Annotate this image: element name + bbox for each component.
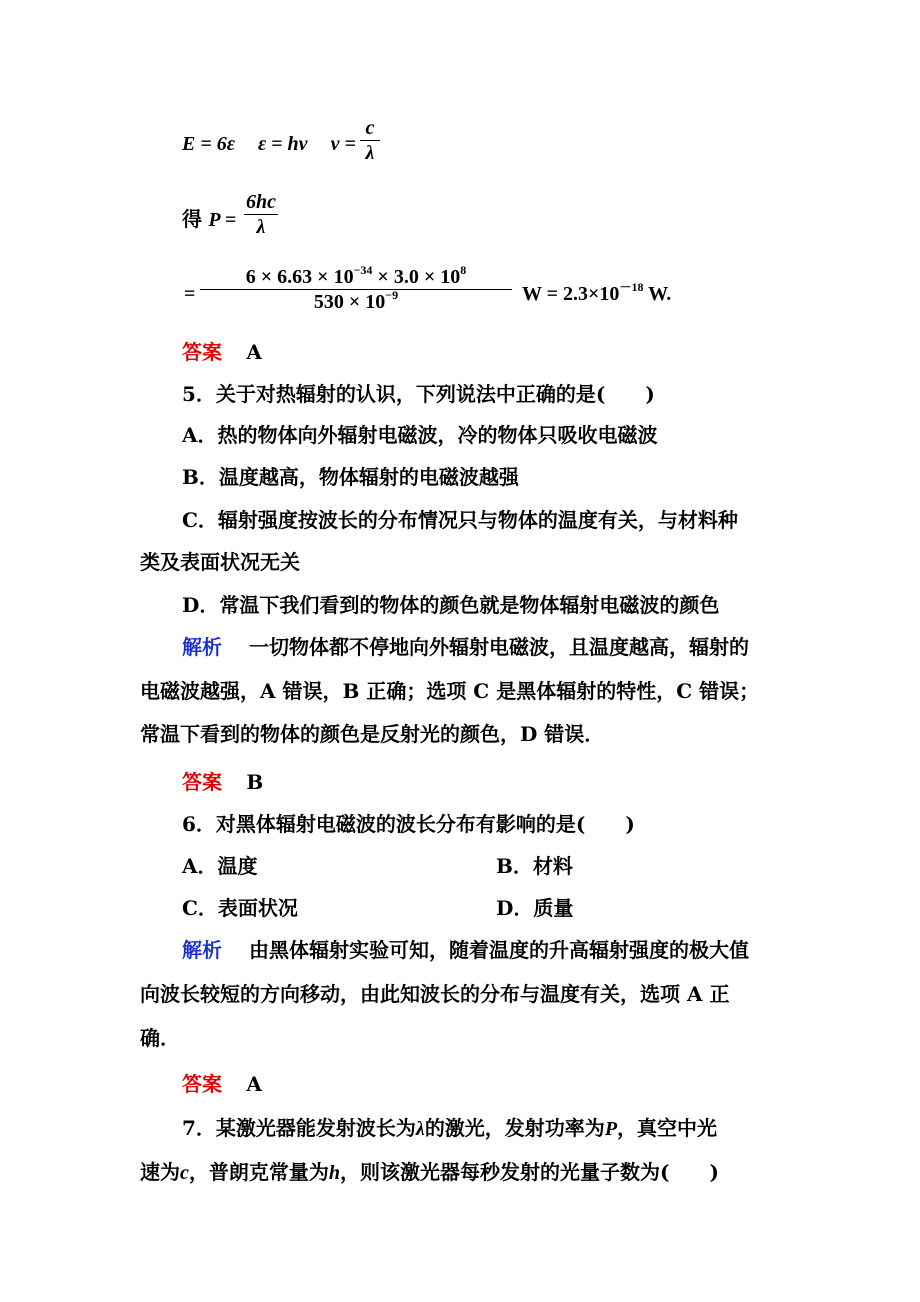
analysis-label: 解析 <box>182 938 222 962</box>
fraction-denominator: λ <box>365 142 375 164</box>
question-6-option-b: B．材料 <box>496 854 573 878</box>
answer-4 <box>182 338 262 366</box>
answer-value: A <box>246 1072 262 1096</box>
fraction-numeric <box>200 265 512 314</box>
fraction-numerator: c <box>365 117 375 139</box>
question-6-stem: 6．对黑体辐射电磁波的波长分布有影响的是( ) <box>182 812 635 836</box>
fraction-c-over-lambda <box>360 116 380 165</box>
answer-5 <box>182 768 263 796</box>
formula-result: $W = 2.3\times 10^{-18}$ W. <box>522 280 672 305</box>
question-5-option-c-line1: C．辐射强度按波长的分布情况只与物体的温度有关，与材料种 <box>182 508 738 532</box>
analysis-6-line2: 向波长较短的方向移动，由此知波长的分布与温度有关，选项 A 正 <box>140 982 730 1006</box>
question-5-option-a: A．热的物体向外辐射电磁波，冷的物体只吸收电磁波 <box>182 423 658 447</box>
analysis-5-line1: 解析 一切物体都不停地向外辐射电磁波，且温度越高，辐射的 <box>182 635 749 659</box>
analysis-label: 解析 <box>182 635 222 659</box>
question-5-option-d: D．常温下我们看到的物体的颜色就是物体辐射电磁波的颜色 <box>182 593 720 617</box>
answer-6 <box>182 1070 262 1098</box>
fraction-numerator: $6 \times 6.63 \times 10^{-34} \times 3.0 \times 10^8$ <box>245 263 467 288</box>
answer-value: A <box>246 340 262 364</box>
formula-lhs: P = <box>208 209 237 231</box>
answer-value: B <box>246 770 264 794</box>
question-6-option-d: D．质量 <box>496 896 574 920</box>
formula-prefix: 得 <box>182 207 202 231</box>
question-5-option-c-line2: 类及表面状况无关 <box>140 550 300 574</box>
question-7-line2: 速为c，普朗克常量为h，则该激光器每秒发射的光量子数为( ) <box>140 1160 719 1184</box>
question-7-line1: 7．某激光器能发射波长为λ的激光，发射功率为P，真空中光 <box>182 1116 718 1140</box>
formula-part-2: ε = hν <box>257 133 308 155</box>
answer-label: 答案 <box>182 1072 222 1096</box>
analysis-5-line2: 电磁波越强，A 错误，B 正确；选项 C 是黑体辐射的特性，C 错误； <box>140 679 760 703</box>
answer-label: 答案 <box>182 770 222 794</box>
formula-part-3: ν = <box>330 133 356 155</box>
analysis-5-line3: 常温下看到的物体的颜色是反射光的颜色，D 错误． <box>140 722 605 746</box>
formula-power-line <box>182 205 236 234</box>
answer-label: 答案 <box>182 340 222 364</box>
fraction-6hc-over-lambda <box>244 190 278 239</box>
question-6-option-c: C．表面状况 <box>182 896 298 920</box>
analysis-6-line3: 确． <box>140 1026 180 1050</box>
analysis-6-line1: 解析 由黑体辐射实验可知，随着温度的升高辐射强度的极大值 <box>182 938 749 962</box>
fraction-denominator: $530 \times 10^{-9}$ <box>313 288 399 313</box>
formula-part-1: E = 6ε <box>182 133 235 155</box>
formula-equals: = <box>184 283 196 305</box>
formula-energy-line <box>182 130 356 158</box>
fraction-numerator: 6hc <box>246 191 276 213</box>
fraction-denominator: λ <box>256 216 266 238</box>
question-5-option-b: B．温度越高，物体辐射的电磁波越强 <box>182 465 519 489</box>
question-6-option-a: A．温度 <box>182 854 258 878</box>
question-5-stem: 5．关于对热辐射的认识，下列说法中正确的是( ) <box>182 382 655 406</box>
